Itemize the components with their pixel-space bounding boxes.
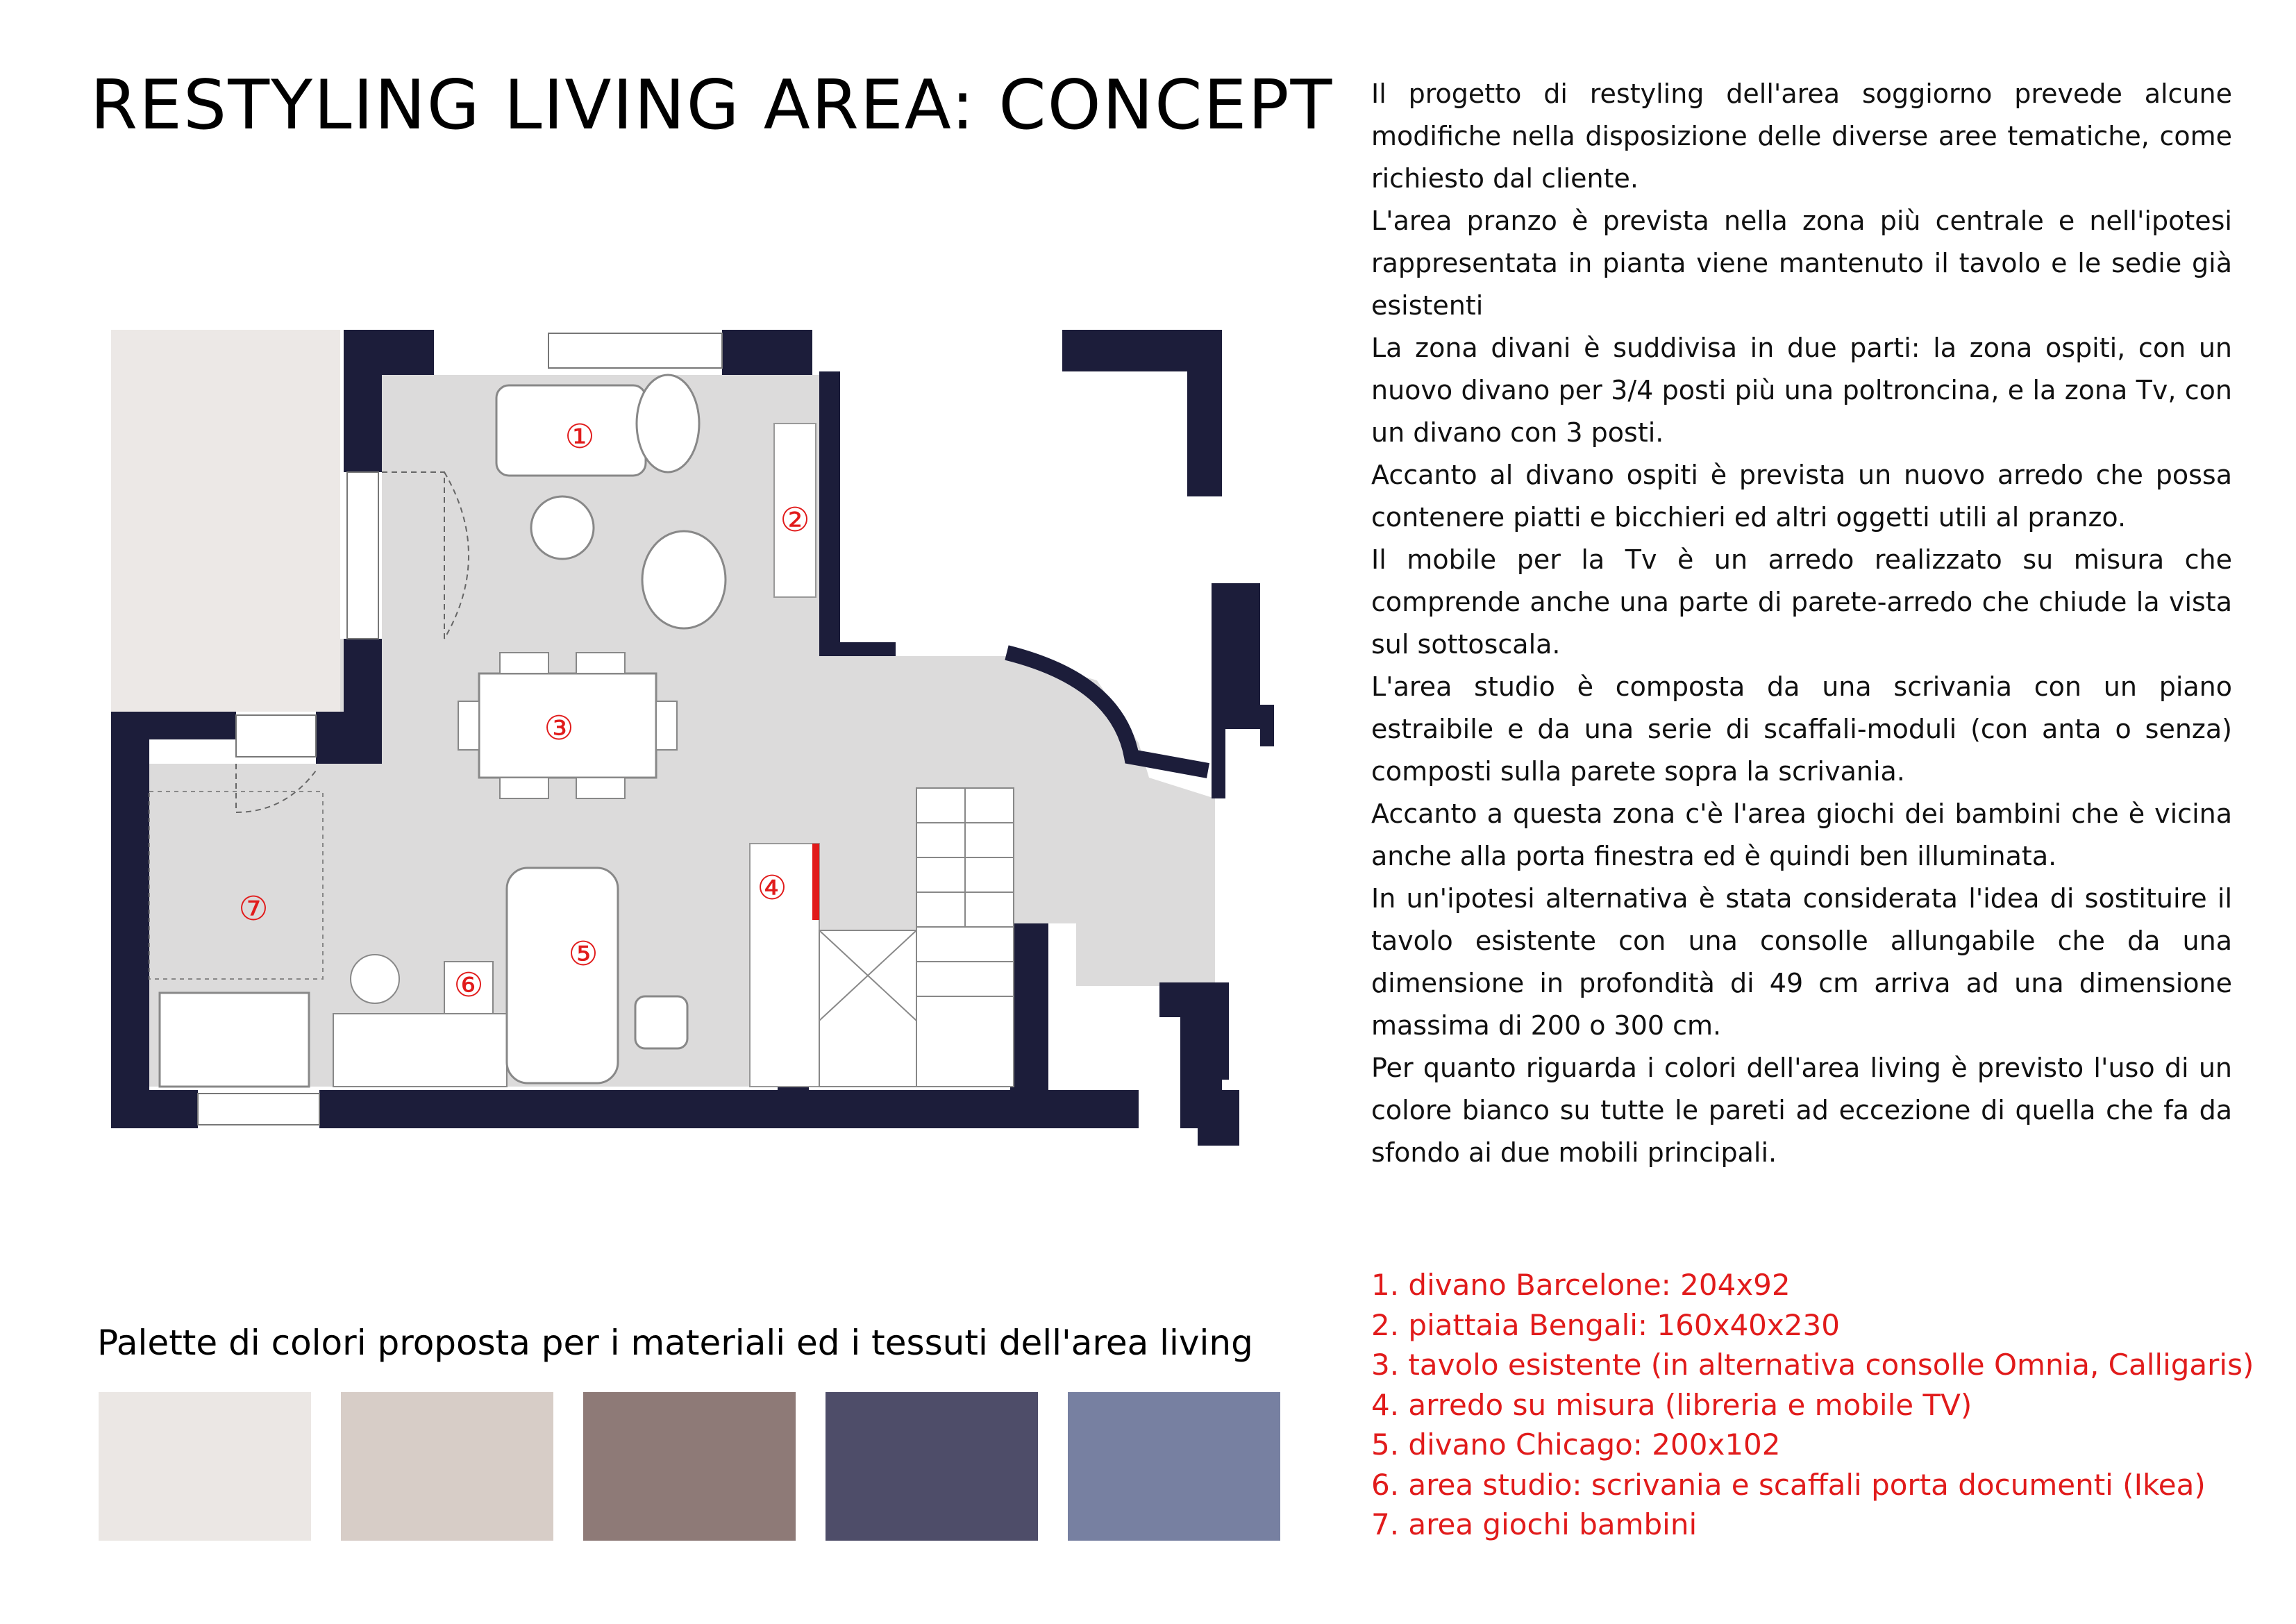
round-table: [531, 496, 594, 559]
armchair: [642, 531, 726, 628]
legend-item: 7. area giochi bambini: [1371, 1507, 1698, 1541]
color-swatch-1: [99, 1392, 311, 1541]
legend-item: 5. divano Chicago: 200x102: [1371, 1428, 1781, 1462]
marker-3: ③: [544, 709, 574, 748]
marker-1: ①: [564, 417, 595, 456]
accent-wall: [812, 844, 819, 920]
description-paragraph: Accanto a questa zona c'è l'area giochi dei bambini che è vicina anche alla porta finestra ed è quindi ben illuminata.: [1371, 798, 2232, 871]
floor-plan: [104, 326, 1312, 1146]
color-swatch-2: [341, 1392, 553, 1541]
desk: [333, 1014, 507, 1087]
legend-item: 1. divano Barcelone: 204x92: [1371, 1268, 1791, 1302]
outdoor-terrace: [111, 330, 340, 712]
marker-7: ⑦: [238, 889, 269, 928]
description-paragraph: Per quanto riguarda i colori dell'area living è previsto l'uso di un colore bianco su tutte le pareti ad eccezione di quella che fa da sfondo ai due mobili principali.: [1371, 1053, 2232, 1168]
description-paragraph: In un'ipotesi alternativa è stata considerata l'idea di sostituire il tavolo esistente con una consolle allungabile che da una dimensione in profondità di 49 cm arriva ad una dimensione massima di 200 o 300 cm.: [1371, 883, 2232, 1041]
description-paragraph: Accanto al divano ospiti è prevista un nuovo arredo che possa contenere piatti e bicchieri ed altri oggetti utili al pranzo.: [1371, 460, 2232, 533]
description-paragraph: L'area studio è composta da una scrivania con un piano estraibile e da una serie di scaffali-moduli (con anta o senza) composti sulla parete sopra la scrivania.: [1371, 671, 2232, 787]
color-swatch-5: [1068, 1392, 1280, 1541]
description-paragraph: La zona divani è suddivisa in due parti: la zona ospiti, con un nuovo divano per 3/4 posti più una poltroncina, e la zona Tv, con un divano con 3 posti.: [1371, 333, 2232, 448]
color-swatch-3: [583, 1392, 796, 1541]
legend-item: 4. arredo su misura (libreria e mobile TV): [1371, 1387, 1972, 1422]
legend-item: 3. tavolo esistente (in alternativa consolle Omnia, Calligaris): [1371, 1348, 2254, 1382]
page-title: RESTYLING LIVING AREA: CONCEPT: [90, 66, 1334, 145]
sofa-chicago: [507, 868, 618, 1083]
desk-chair: [351, 955, 399, 1003]
pouf: [635, 996, 687, 1048]
legend-item: 6. area studio: scrivania e scaffali porta documenti (Ikea): [1371, 1467, 2206, 1502]
legend-item: 2. piattaia Bengali: 160x40x230: [1371, 1307, 1840, 1342]
marker-4: ④: [757, 869, 787, 907]
marker-2: ②: [780, 501, 810, 539]
description-paragraph: Il progetto di restyling dell'area soggiorno prevede alcune modifiche nella disposizione delle diverse aree tematiche, come richiesto dal cliente.: [1371, 78, 2232, 194]
play-bed: [160, 993, 309, 1087]
furniture-legend: [1371, 1265, 2254, 1545]
palette-title: Palette di colori proposta per i materiali ed i tessuti dell'area living: [97, 1323, 1253, 1363]
marker-5: ⑤: [568, 935, 598, 973]
description-paragraph: Il mobile per la Tv è un arredo realizzato su misura che comprende anche una parte di parete-arredo che chiude la vista sul sottoscala.: [1371, 544, 2232, 660]
description-text: [1371, 73, 2232, 1174]
description-paragraph: L'area pranzo è prevista nella zona più centrale e nell'ipotesi rappresentata in pianta viene mantenuto il tavolo e le sedie già esistenti: [1371, 206, 2232, 321]
marker-6: ⑥: [453, 966, 484, 1005]
armchair: [637, 375, 699, 472]
color-swatch-4: [826, 1392, 1038, 1541]
